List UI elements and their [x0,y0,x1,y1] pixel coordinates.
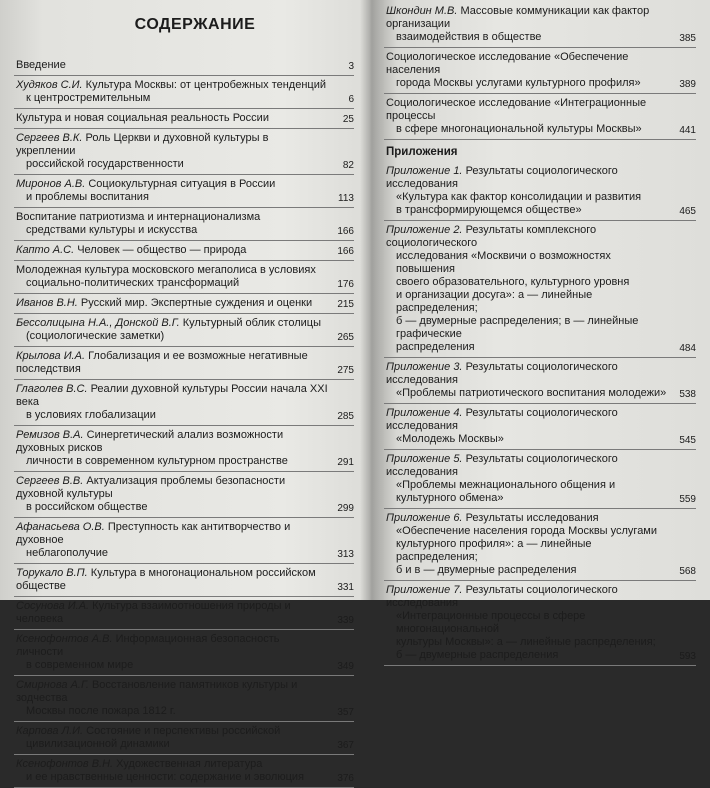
toc-entry-title-cont: российской государственности [26,158,184,170]
toc-entry-author: Худяков С.И. [16,79,83,91]
toc-entry [14,472,354,518]
appendix-title: Результаты исследования [465,512,599,524]
toc-entry-title: Молодежная культура московского мегаполиса в условиях [16,264,316,276]
toc-entry [14,722,354,755]
toc-entry-line [16,132,268,157]
appendix-page: 568 [679,566,696,577]
toc-entry-author: Ксенофонтов В.Н. [16,758,114,770]
appendix-title: Результаты социологического исследования [386,165,618,190]
toc-entry-title: Реалии духовной культуры России начала XXI века [16,383,328,408]
appendix-title: Результаты социологического исследования [386,361,618,386]
toc-entry-line [16,758,262,770]
toc-entry-title-cont: взаимодействия в обществе [396,31,542,43]
toc-entry-author: Миронов А.В. [16,178,86,190]
toc-entry-author: Сосунова И.А. [16,600,90,612]
toc-entry-line [16,112,269,124]
appendix-entry-line [386,453,618,478]
toc-entry-page: 215 [337,299,354,310]
appendix-page: 545 [679,435,696,446]
appendix-title-cont: «Интеграционные процессы в сфере многонациональной [396,610,586,635]
toc-entry-page: 6 [348,94,354,105]
toc-entry-page: 113 [338,193,354,204]
appendix-label: Приложение 1. [386,165,463,177]
toc-entry-title: Культура взаимоотношения природы и человека [16,600,291,625]
appendix-title-cont: «Проблемы патриотического воспитания молодежи» [396,387,667,399]
appendix-page: 559 [679,494,696,505]
toc-entry-page: 176 [337,279,354,290]
toc-entry-author: Смирнова А.Г. [16,679,89,691]
appendix-title-cont: в трансформирующемся обществе» [396,204,582,216]
toc-entry-title: Синергетический алализ возможности духовных рисков [16,429,284,454]
appendix-page: 538 [679,389,696,400]
toc-entry-line [16,350,308,375]
toc-entry [14,347,354,380]
toc-entry [14,175,354,208]
toc-entry-page: 166 [337,226,354,237]
toc-entry-page: 357 [337,707,354,718]
appendix-entry [384,221,696,358]
appendix-label: Приложение 4. [386,407,463,419]
appendix-entry [384,581,696,666]
toc-entry-title-cont: в условиях глобализации [26,409,156,421]
toc-entry-page: 331 [337,582,354,593]
toc-entry-line [16,178,275,190]
toc-entry-title-cont: Москвы после пожара 1812 г. [26,705,176,717]
page-title: СОДЕРЖАНИЕ [134,16,256,33]
toc-entry-line [16,725,280,737]
toc-entry-author: Иванов В.Н. [16,297,78,309]
appendix-page: 484 [679,343,696,354]
appendix-title-cont: культуры Москвы»: а — линейные распределения; [396,636,656,648]
toc-entry-title: Культура в многонациональном российском обществе [16,567,316,592]
toc-entry-page: 367 [337,740,354,751]
toc-entry-line [16,264,316,276]
toc-entry [14,564,354,597]
toc-entry-title: Глобализация и ее возможные негативные последствия [16,350,308,375]
toc-entry [14,755,354,788]
toc-entry [14,597,354,630]
toc-entry [14,294,354,314]
toc-entry-page: 441 [679,125,696,136]
toc-entry-author: Капто А.С. [16,244,75,256]
toc-entry-title-cont: и проблемы воспитания [26,191,149,203]
appendix-entry-line [386,584,618,609]
toc-entry-line [16,429,283,454]
appendix-title-cont: б — двумерные распределения; в — линейные графические [396,315,639,340]
toc-entry [384,2,696,48]
appendix-title-cont: исследования «Москвичи о возможностях повышения [396,250,611,275]
appendix-title-cont: б — двумерные распределения [396,649,559,661]
toc-entry-author: Шкондин М.В. [386,5,458,17]
toc-entry-page: 299 [337,503,354,514]
appendix-title-cont: распределения [396,341,475,353]
toc-entry [14,208,354,241]
toc-entry-page: 285 [337,411,354,422]
appendix-label: Приложение 7. [386,584,463,596]
appendix-title-cont: б и в — двумерные распределения [396,564,577,576]
toc-entry-title-cont: средствами культуры и искусства [26,224,198,236]
toc-entry-line [386,5,649,30]
toc-entry-author: Сергеев В.В. [16,475,84,487]
toc-entry-title: Человек — общество — природа [77,244,247,256]
toc-entry-title: Актуализация проблемы безопасности духовной культуры [16,475,286,500]
toc-entry-line [16,383,328,408]
appendix-entry-line [386,224,596,249]
toc-entry [14,261,354,294]
appendix-label: Приложение 2. [386,224,463,236]
toc-entry-page: 339 [337,615,354,626]
appendix-title-cont: «Культура как фактор консолидации и развития [396,191,642,203]
appendix-entry-line [386,512,599,524]
toc-entry-title-cont: в современном мире [26,659,134,671]
appendix-entry-line [386,165,618,190]
toc-entry [14,109,354,129]
toc-entry-page: 265 [337,332,354,343]
toc-entry-author: Бессолицына Н.А., Донской В.Г. [16,317,180,329]
toc-entry-line [16,475,285,500]
toc-entry-title: Культура Москвы: от центробежных тенденций [85,79,327,91]
toc-entry-line [16,244,246,256]
toc-entry-line [16,567,316,592]
toc-entry-line [16,600,291,625]
toc-entry-page: 275 [337,365,354,376]
toc-entry [384,94,696,140]
toc-entry [384,48,696,94]
toc-entry-author: Афанасьева О.В. [16,521,105,533]
toc-list-right-main [384,2,696,140]
toc-entry-line [16,679,297,704]
toc-entry-title-cont: неблагополучие [26,547,109,559]
toc-entry-page: 291 [337,457,354,468]
toc-entry-line [16,79,326,91]
toc-entry-page: 385 [679,33,696,44]
appendix-entry-line [386,407,618,432]
toc-entry-title-cont: личности в современном культурном пространстве [26,455,288,467]
toc-entry-line [16,317,321,329]
toc-entry-title: Преступность как антитворчество и духовное [16,521,291,546]
appendix-title-cont: и организации досуга»: а — линейные распределения; [396,289,593,314]
toc-entry-title: Русский мир. Экспертные суждения и оценки [80,297,313,309]
toc-entry-title: Воспитание патриотизма и интернационализма [16,211,261,223]
toc-entry-author: Сергеев В.К. [16,132,83,144]
appendix-title-cont: своего образовательного, культурного уровня [396,276,630,288]
toc-entry-author: Ремизов В.А. [16,429,84,441]
appendix-label: Приложение 6. [386,512,463,524]
right-page [380,0,710,662]
toc-entry [14,380,354,426]
toc-entry [14,314,354,347]
appendix-label: Приложение 3. [386,361,463,373]
toc-entry-line [386,97,646,122]
appendix-label: Приложение 5. [386,453,463,465]
toc-entry-page: 82 [342,160,354,171]
toc-entry-title-cont: города Москвы услугами культурного профиля» [396,77,641,89]
toc-list-right [384,2,696,666]
toc-entry [14,426,354,472]
toc-entry-page: 313 [337,549,354,560]
toc-entry-line [16,59,66,71]
toc-entry-title-cont: цивилизационной динамики [26,738,170,750]
toc-entry-author: Торукало В.П. [16,567,88,579]
toc-entry-title: Состояние и перспективы российской [86,725,281,737]
appendix-title-cont: «Проблемы межнационального общения и культурного обмена» [396,479,616,504]
toc-entry [14,630,354,676]
appendix-page: 465 [679,206,696,217]
toc-entry-line [16,297,312,309]
appendix-entry [384,404,696,450]
toc-entry-title-cont: в российском обществе [26,501,148,513]
toc-entry-title: Социологическое исследование «Обеспечение населения [386,51,629,76]
toc-entry [14,518,354,564]
appendix-entry [384,358,696,404]
toc-list-left [14,56,354,788]
appendix-heading: Приложения [386,146,458,158]
appendix-title: Результаты комплексного социологического [386,224,597,249]
toc-entry-title-cont: в сфере многонациональной культуры Москвы» [396,123,642,135]
toc-entry [14,56,354,76]
toc-entry-page: 166 [337,246,354,257]
toc-entry-title: Роль Церкви и духовной культуры в укреплении [16,132,269,157]
toc-entry [14,241,354,261]
appendix-page: 593 [679,651,696,662]
toc-entry-page: 376 [337,773,354,784]
toc-entry-title: Культурный облик столицы [182,317,321,329]
toc-entry-title: Художественная литература [116,758,263,770]
toc-entry-page: 25 [342,114,354,125]
appendix-entry [384,162,696,221]
toc-entry-author: Карпова Л.И. [16,725,84,737]
appendix-title-cont: «Обеспечение населения города Москвы услугами [396,525,658,537]
appendix-entry-line [386,361,618,386]
toc-entry-line [16,521,290,546]
toc-entry [14,76,354,109]
appendix-title-cont: культурного профиля»: а — линейные распределения; [396,538,592,563]
toc-entry-title-cont: к центростремительным [26,92,151,104]
appendix-title: Результаты социологического исследования [386,453,618,478]
toc-entry-title: Введение [16,59,66,71]
toc-entry [14,129,354,175]
toc-entry-author: Крылова И.А. [16,350,86,362]
toc-entry-title: Массовые коммуникации как фактор организации [386,5,650,30]
toc-entry-page: 3 [348,61,354,72]
toc-entry-title: Восстановление памятников культуры и зодчества [16,679,298,704]
appendix-title: Результаты социологического исследования [386,407,618,432]
toc-entry [14,676,354,722]
toc-entry-page: 389 [679,79,696,90]
toc-entry-title: Социокультурная ситуация в России [88,178,276,190]
toc-entry-line [386,51,628,76]
appendix-list [384,162,696,666]
toc-entry-title: Культура и новая социальная реальность России [16,112,269,124]
appendix-entry [384,509,696,581]
toc-entry-title-cont: социально-политических трансформаций [26,277,240,289]
toc-entry-page: 349 [337,661,354,672]
appendix-title: Результаты социологического исследования [386,584,618,609]
toc-entry-line [16,633,279,658]
toc-entry-author: Ксенофонтов А.В. [16,633,113,645]
appendix-entry [384,450,696,509]
appendix-title-cont: «Молодежь Москвы» [396,433,504,445]
toc-entry-title-cont: (социологические заметки) [26,330,165,342]
toc-entry-title-cont: и ее нравственные ценности: содержание и эволюция [26,771,304,783]
toc-entry-line [16,211,260,223]
toc-entry-author: Глаголев В.С. [16,383,88,395]
toc-entry-title: Информационная безопасность личности [16,633,280,658]
toc-entry-title: Социологическое исследование «Интеграционные процессы [386,97,647,122]
